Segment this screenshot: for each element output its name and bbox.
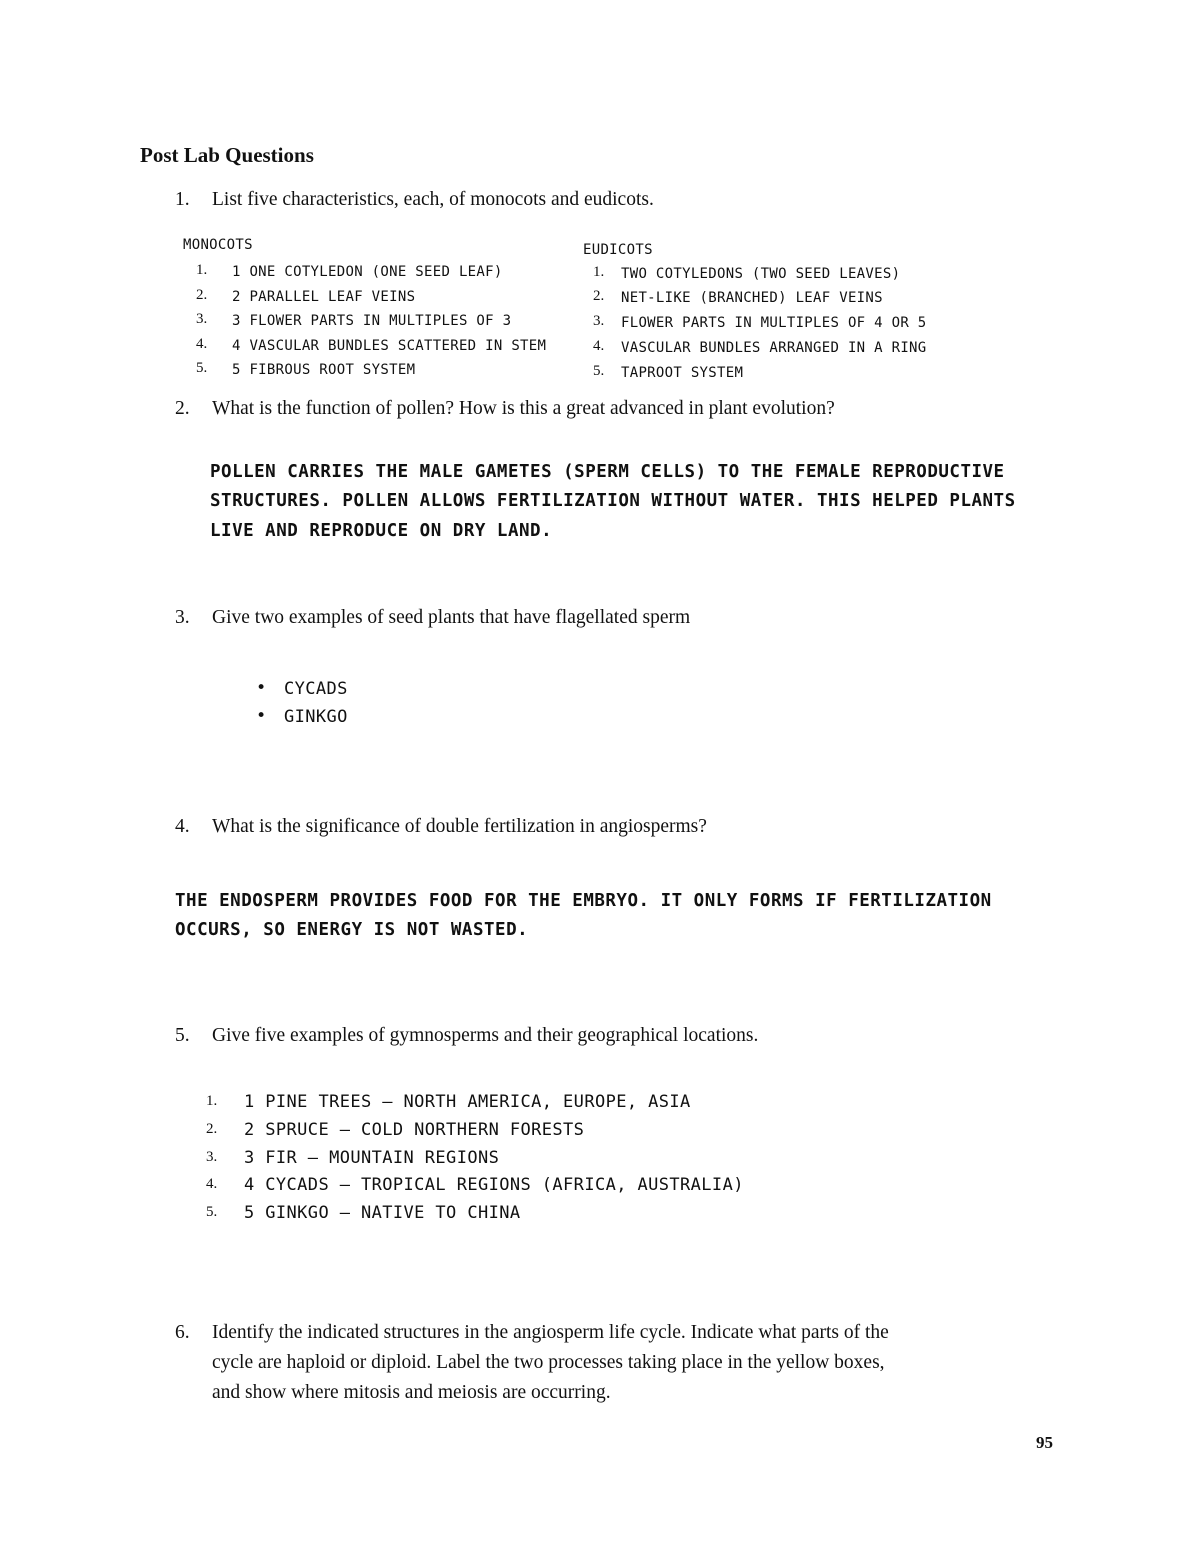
bullet-icon: • xyxy=(256,678,267,698)
gymnosperm-item: 1 PINE TREES — NORTH AMERICA, EUROPE, ASIA xyxy=(244,1092,691,1112)
gymnosperm-item-number: 2. xyxy=(206,1121,218,1137)
question-6-line: and show where mitosis and meiosis are occurring. xyxy=(212,1382,611,1403)
answer-line: STRUCTURES. POLLEN ALLOWS FERTILIZATION WITHOUT WATER. THIS HELPED PLANTS xyxy=(210,491,1016,511)
answer-item: GINKGO xyxy=(284,707,348,727)
monocot-item-number: 3. xyxy=(196,311,208,327)
question-6-line: cycle are haploid or diploid. Label the two processes taking place in the yellow boxes, xyxy=(212,1352,885,1373)
eudicot-item: TAPROOT SYSTEM xyxy=(621,365,744,381)
question-6-number: 6. xyxy=(175,1322,190,1343)
monocot-item-number: 2. xyxy=(196,287,208,303)
monocot-item: 1 ONE COTYLEDON (ONE SEED LEAF) xyxy=(232,264,503,280)
question-1-number: 1. xyxy=(175,189,190,210)
eudicot-item-number: 3. xyxy=(593,313,605,329)
question-4-number: 4. xyxy=(175,816,190,837)
gymnosperm-item-number: 1. xyxy=(206,1093,218,1109)
question-3-text: Give two examples of seed plants that have flagellated sperm xyxy=(212,607,691,628)
eudicot-item-number: 4. xyxy=(593,338,605,354)
monocot-item: 2 PARALLEL LEAF VEINS xyxy=(232,289,416,305)
answer-line: THE ENDOSPERM PROVIDES FOOD FOR THE EMBRYO. IT ONLY FORMS IF FERTILIZATION xyxy=(175,891,992,911)
gymnosperm-item: 2 SPRUCE — COLD NORTHERN FORESTS xyxy=(244,1120,585,1140)
eudicot-item-number: 2. xyxy=(593,288,605,304)
answer-line: LIVE AND REPRODUCE ON DRY LAND. xyxy=(210,521,553,541)
answer-line: OCCURS, SO ENERGY IS NOT WASTED. xyxy=(175,920,529,940)
question-5-text: Give five examples of gymnosperms and their geographical locations. xyxy=(212,1025,759,1046)
gymnosperm-item-number: 4. xyxy=(206,1176,218,1192)
eudicot-item: FLOWER PARTS IN MULTIPLES OF 4 OR 5 xyxy=(621,315,927,331)
monocot-item-number: 5. xyxy=(196,360,208,376)
gymnosperm-item: 5 GINKGO — NATIVE TO CHINA xyxy=(244,1203,521,1223)
gymnosperm-item: 4 CYCADS — TROPICAL REGIONS (AFRICA, AUSTRALIA) xyxy=(244,1175,744,1195)
question-6-line: Identify the indicated structures in the angiosperm life cycle. Indicate what parts of the xyxy=(212,1322,889,1343)
monocot-item: 3 FLOWER PARTS IN MULTIPLES OF 3 xyxy=(232,313,512,329)
monocot-item-number: 1. xyxy=(196,262,208,278)
monocot-item: 5 FIBROUS ROOT SYSTEM xyxy=(232,362,416,378)
eudicot-item-number: 5. xyxy=(593,363,605,379)
question-4-text: What is the significance of double fertilization in angiosperms? xyxy=(212,816,707,837)
page-number: 95 xyxy=(1036,1433,1053,1452)
eudicots-title: EUDICOTS xyxy=(583,242,653,258)
page-heading: Post Lab Questions xyxy=(140,143,314,167)
monocot-item-number: 4. xyxy=(196,336,208,352)
gymnosperm-item-number: 3. xyxy=(206,1149,218,1165)
question-5-number: 5. xyxy=(175,1025,190,1046)
eudicot-item: NET-LIKE (BRANCHED) LEAF VEINS xyxy=(621,290,883,306)
monocots-title: MONOCOTS xyxy=(183,237,253,253)
question-2-text: What is the function of pollen? How is this a great advanced in plant evolution? xyxy=(212,398,835,419)
question-1-text: List five characteristics, each, of monocots and eudicots. xyxy=(212,189,654,210)
gymnosperm-item-number: 5. xyxy=(206,1204,218,1220)
bullet-icon: • xyxy=(256,706,267,726)
eudicot-item-number: 1. xyxy=(593,264,605,280)
gymnosperm-item: 3 FIR — MOUNTAIN REGIONS xyxy=(244,1148,500,1168)
eudicot-item: VASCULAR BUNDLES ARRANGED IN A RING xyxy=(621,340,927,356)
question-3-number: 3. xyxy=(175,607,190,628)
question-2-number: 2. xyxy=(175,398,190,419)
monocot-item: 4 VASCULAR BUNDLES SCATTERED IN STEM xyxy=(232,338,547,354)
eudicot-item: TWO COTYLEDONS (TWO SEED LEAVES) xyxy=(621,266,901,282)
answer-line: POLLEN CARRIES THE MALE GAMETES (SPERM CELLS) TO THE FEMALE REPRODUCTIVE xyxy=(210,462,1005,482)
answer-item: CYCADS xyxy=(284,679,348,699)
